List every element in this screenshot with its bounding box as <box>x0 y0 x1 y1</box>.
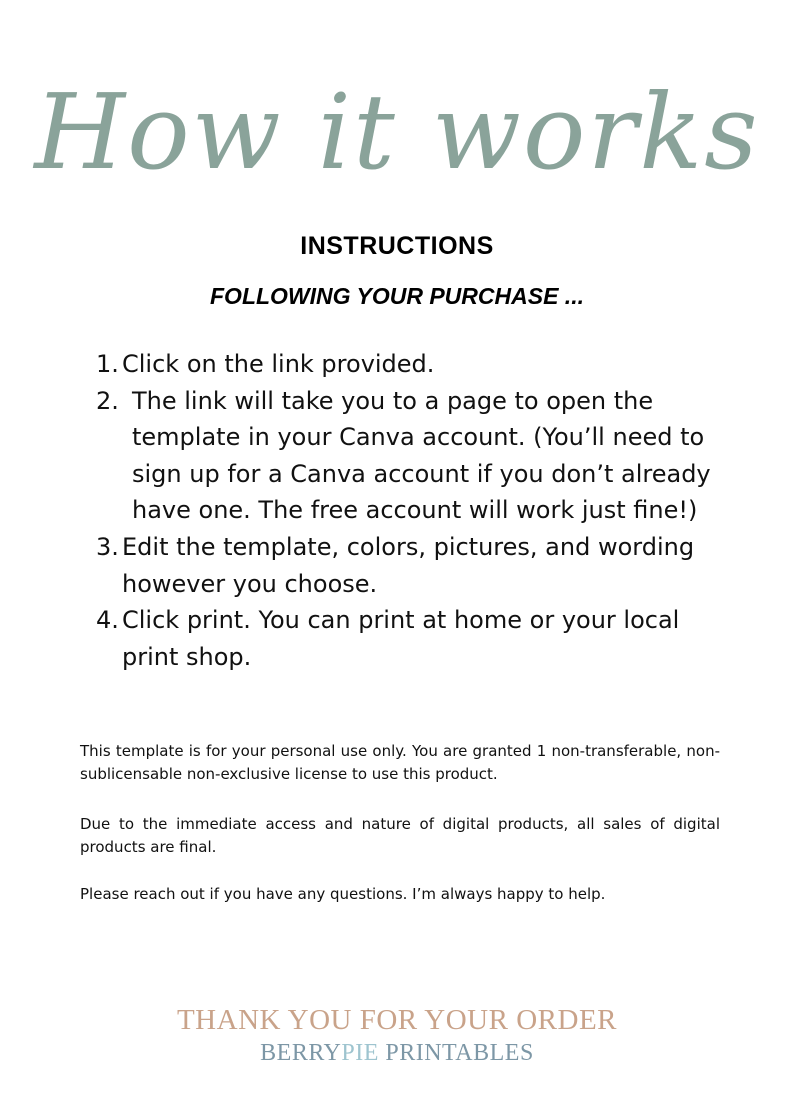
step-text: Edit the template, colors, pictures, and wording however you choose. <box>122 532 695 598</box>
instructions-heading: INSTRUCTIONS <box>300 232 494 260</box>
list-item <box>96 346 736 383</box>
following-purchase-subheading: FOLLOWING YOUR PURCHASE ... <box>210 283 584 309</box>
contact-paragraph: Please reach out if you have any questions. I’m always happy to help. <box>80 885 606 903</box>
brand-logo-text <box>0 1038 794 1068</box>
list-item <box>96 383 736 529</box>
list-item <box>96 602 736 675</box>
step-number: 4. <box>96 606 119 635</box>
thank-you-line: THANK YOU FOR YOUR ORDER <box>176 1004 618 1036</box>
step-number: 1. <box>96 350 119 378</box>
brand-part-berry: BERRY <box>260 1040 342 1066</box>
step-text: Click print. You can print at home or your local print shop. <box>122 606 680 671</box>
step-number: 2. <box>96 386 119 415</box>
brand-part-pie: PIE <box>341 1040 379 1066</box>
list-item <box>96 529 736 602</box>
page-title: How it works <box>34 71 760 193</box>
step-text: Click on the link provided. <box>122 350 435 378</box>
step-text: The link will take you to a page to open the template in your Canva account. (You’ll need to sign up for a Canva account if you don’t already have one. The free account will work just fine!) <box>132 386 711 525</box>
step-number: 3. <box>96 532 119 561</box>
license-paragraph: This template is for your personal use only. You are granted 1 non-transferable, non- sublicensable non-exclusive license to use this product. <box>80 742 720 783</box>
brand-part-printables: PRINTABLES <box>378 1040 534 1066</box>
sales-final-paragraph: Due to the immediate access and nature of digital products, all sales of digital products are final. <box>80 815 720 856</box>
steps-list <box>96 346 736 675</box>
